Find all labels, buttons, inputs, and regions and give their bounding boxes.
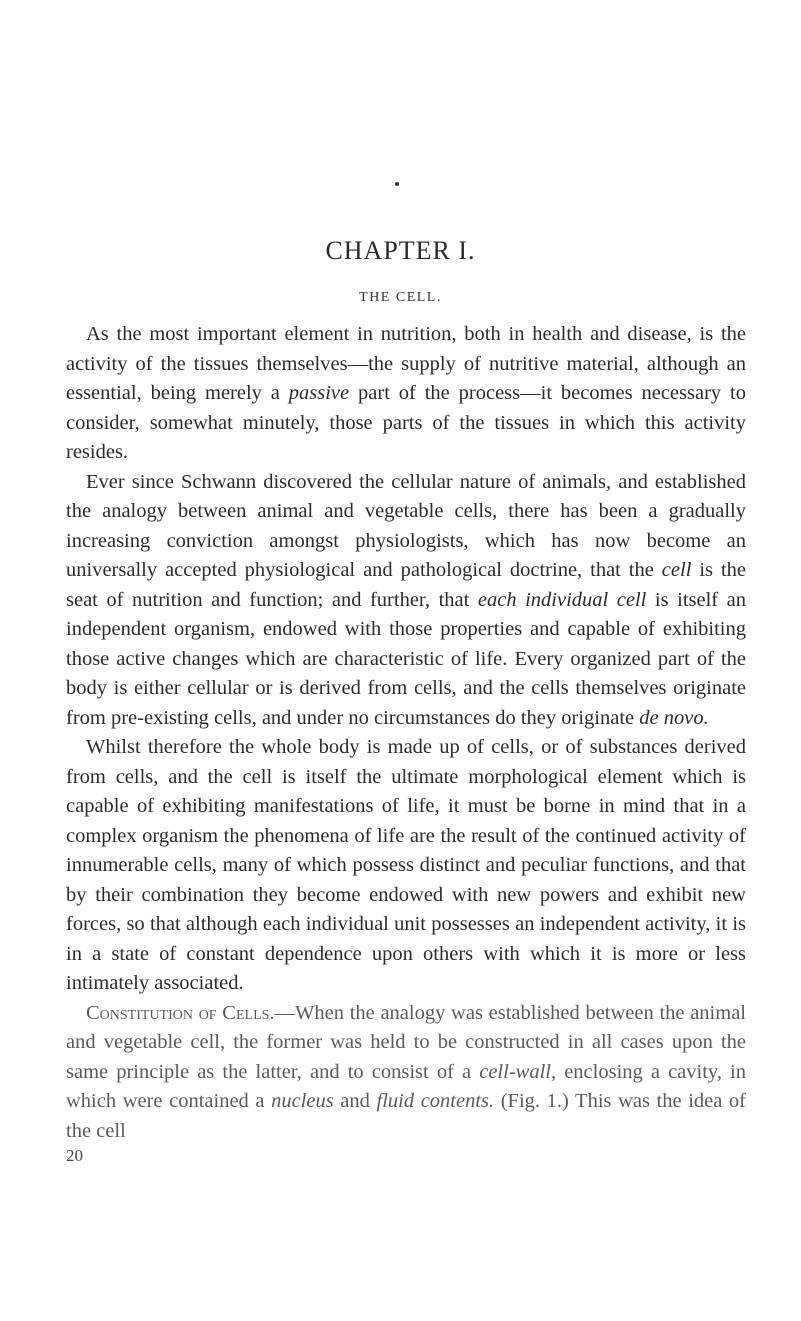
text-run: As the most important element in nutrition, both in health and disease, is the activity of the tissues themselves—the supply of nutritive material, although an essential, being merely a [66, 323, 746, 404]
text-run: enclosing a cavity, in which were contained a [66, 1060, 747, 1112]
paragraph-4 [66, 999, 746, 1147]
italic-text: de novo. [639, 706, 709, 729]
text-run: —When the analogy was established between the animal and vegetable cell, the former was held to be constructed in all cases upon the same principle as the latter, and to consist of a [66, 1001, 746, 1083]
italic-text: nucleus [271, 1090, 334, 1112]
section-title: THE CELL. [359, 290, 442, 305]
text-run: and [333, 1090, 377, 1112]
italic-text: cell-wall, [479, 1060, 557, 1083]
text-run: is itself an independent organism, endowed with those properties and capable of exhibiting those active changes which are characteristic of life. Every organized part of the body is either cellular or is derived from cells, and the cells themselves originate from pre-existing cells, and under no circumstances do they originate [66, 588, 746, 729]
italic-text: passive [288, 382, 350, 404]
text-run: part of the process—it becomes necessary to consider, somewhat minutely, those parts of the tissues in which this activity resides. [66, 382, 746, 463]
text-run: is the seat of nutrition and function; and further, that [66, 559, 746, 611]
body-text [66, 320, 746, 1166]
page-number: 20 [66, 1146, 83, 1165]
text-run: (Fig. 1.) This was the idea of the cell [66, 1090, 747, 1142]
italic-text: each individual cell [477, 588, 647, 611]
italic-text: fluid contents. [376, 1090, 495, 1112]
paragraph-1 [66, 320, 746, 468]
text-run: Ever since Schwann discovered the cellular nature of animals, and established the analogy between animal and vegetable cells, there has been a gradually increasing conviction amongst physiologists, which has now become an universally accepted physiological and pathological doctrine, that the [66, 470, 746, 581]
paragraph-2 [66, 468, 746, 734]
italic-text: cell [661, 559, 692, 581]
speck-mark [395, 182, 399, 186]
paragraph-heading: Constitution of Cells. [86, 1001, 275, 1024]
paragraph-3: Whilst therefore the whole body is made up of cells, or of substances derived from cells, and the cell is itself the ultimate morphological element which is capable of exhibiting manifestations of life, it must be borne in mind that in a complex organism the phenomena of life are the result of the continued activity of innumerable cells, many of which possess distinct and peculiar functions, and that by their combination they become endowed with new powers and exhibit new forces, so that although each individual unit possesses an independent activity, it is in a state of constant dependence upon others with which it is more or less intimately associated. [66, 736, 746, 994]
chapter-title: CHAPTER I. [325, 236, 476, 265]
